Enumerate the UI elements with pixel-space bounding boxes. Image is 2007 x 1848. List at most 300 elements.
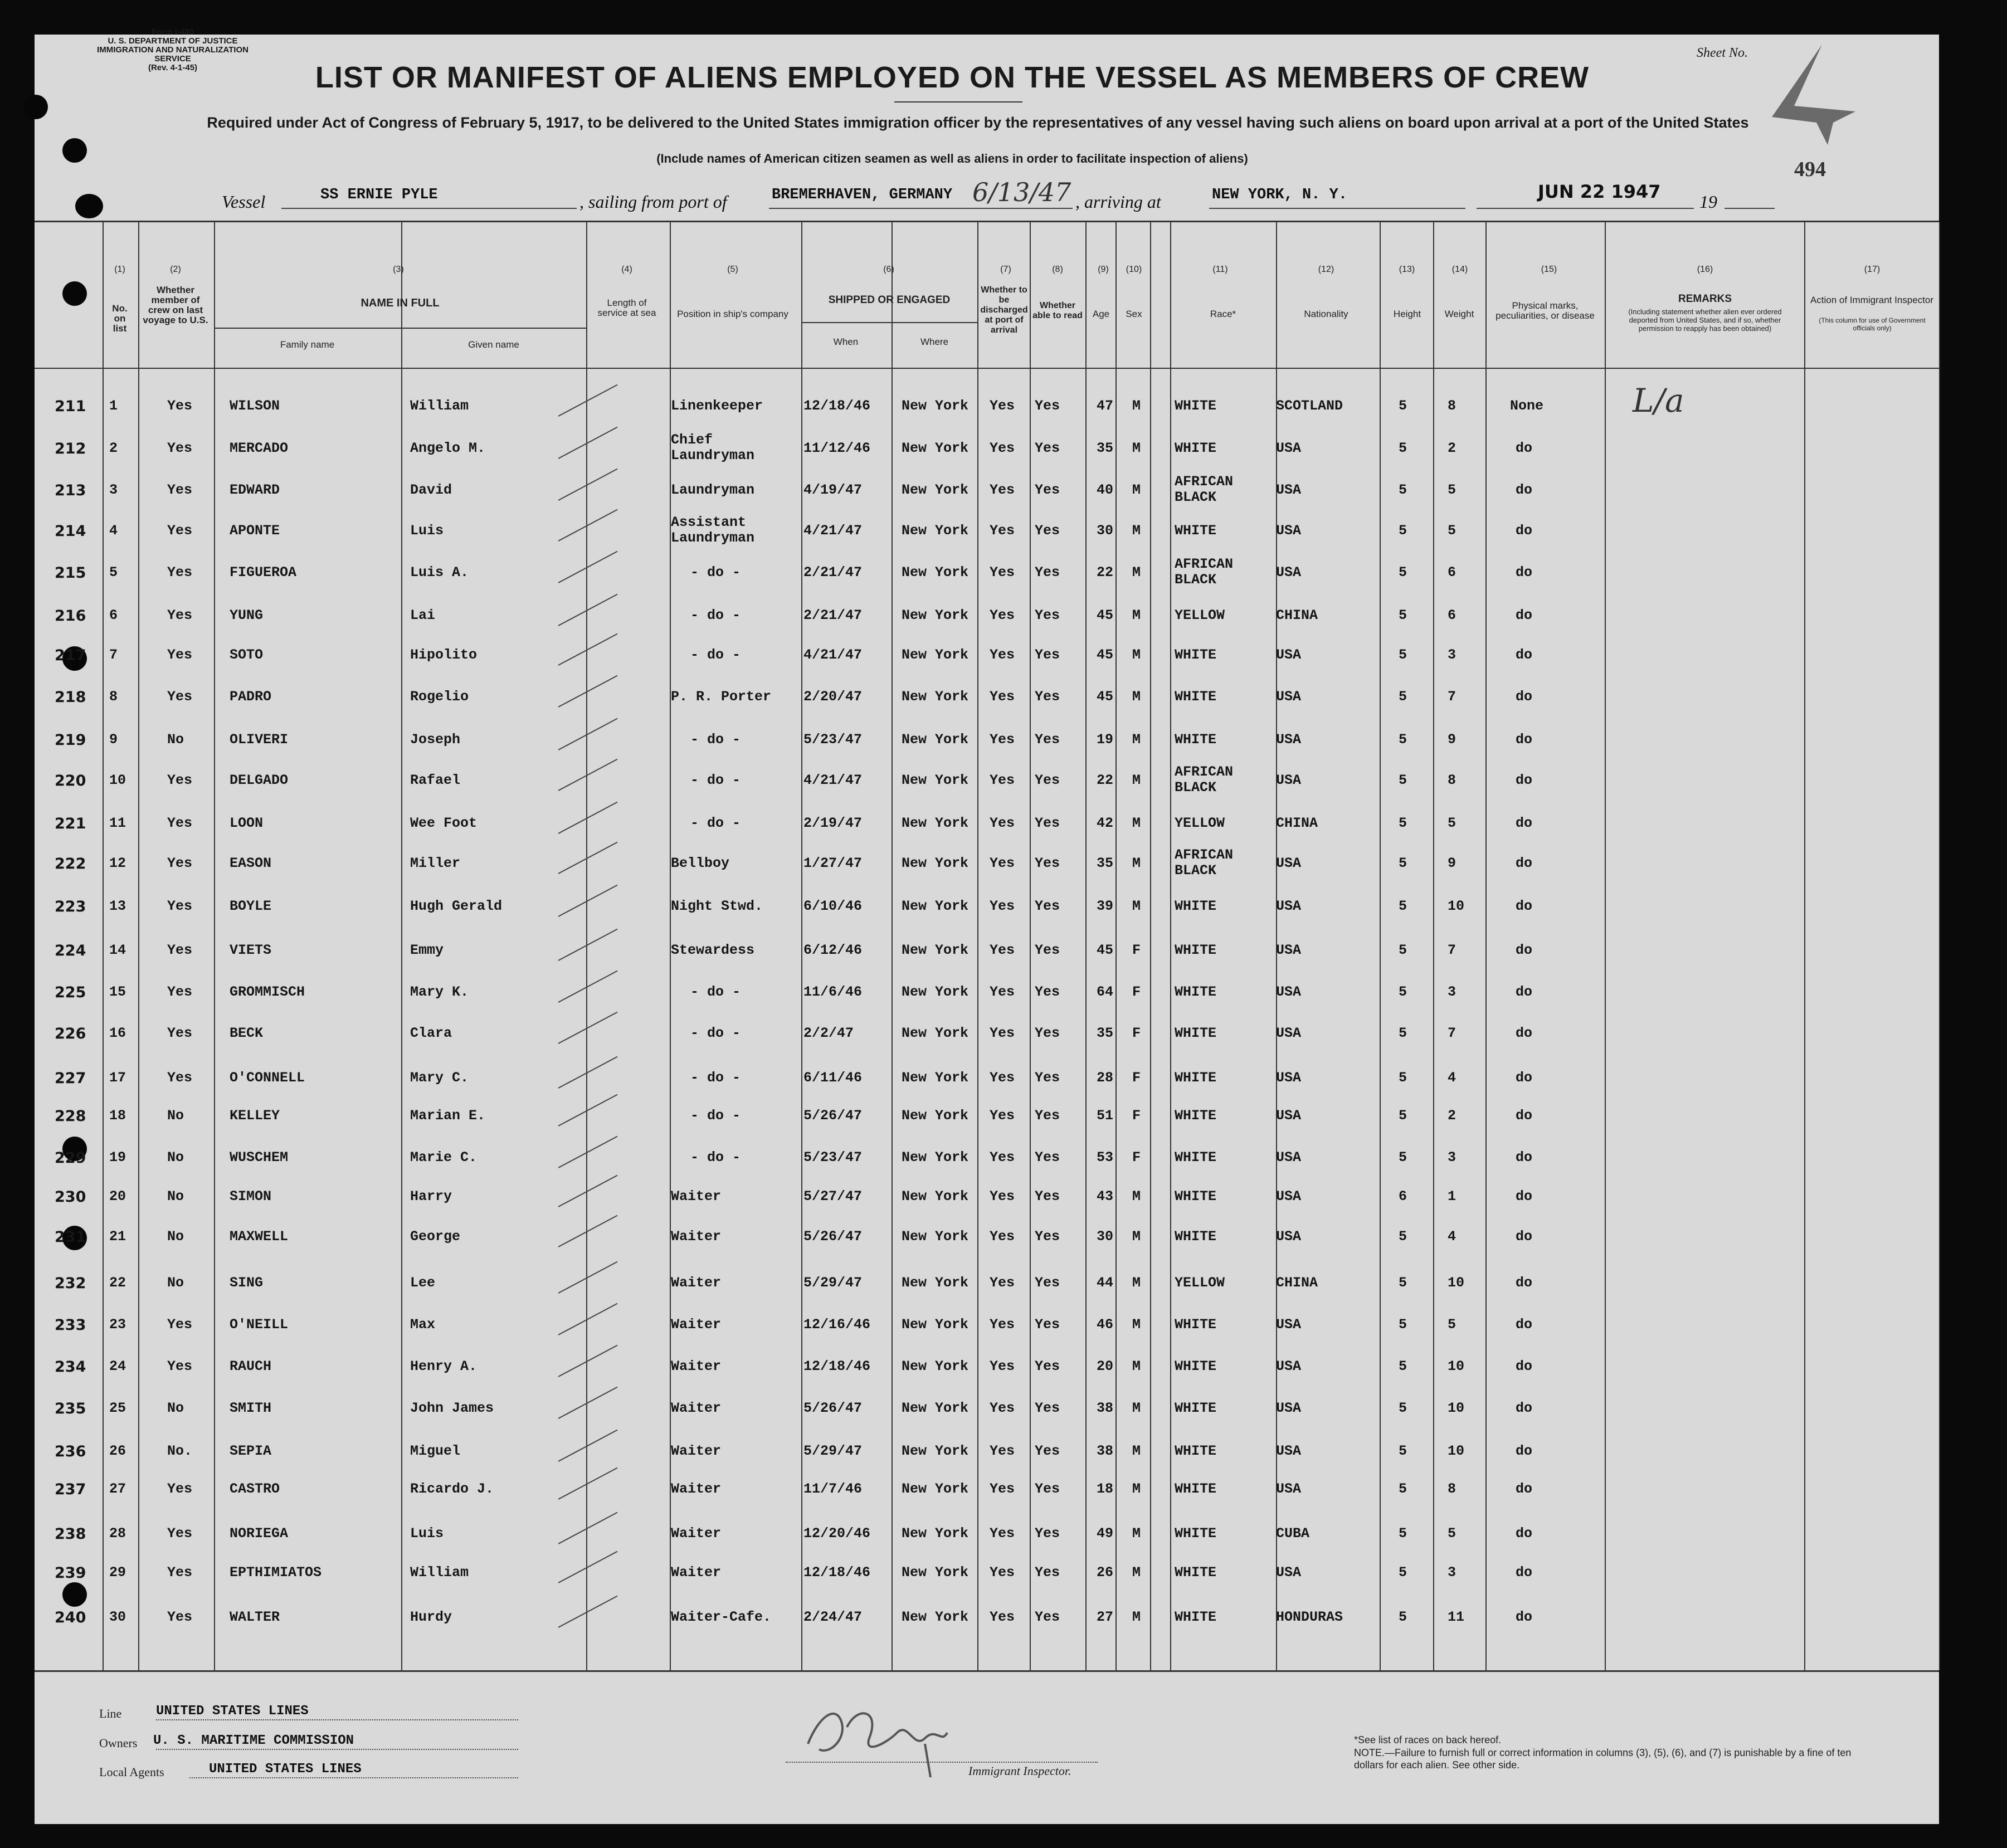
- cell-age: 38: [1097, 1443, 1114, 1459]
- cell-where: New York: [902, 689, 969, 705]
- cell-nat: USA: [1276, 1070, 1302, 1086]
- cell-where: New York: [902, 855, 969, 871]
- cell-read: Yes: [1035, 647, 1060, 663]
- cell-crew: Yes: [167, 772, 193, 788]
- cell-race: WHITE: [1175, 1481, 1217, 1497]
- vessel-name: SS ERNIE PYLE: [320, 187, 438, 203]
- cell-sex: F: [1132, 1070, 1141, 1086]
- cell-age: 28: [1097, 1070, 1114, 1086]
- line-value: UNITED STATES LINES: [156, 1704, 309, 1719]
- cell-wt: 3: [1448, 1149, 1456, 1166]
- port-from: BREMERHAVEN, GERMANY: [772, 187, 953, 203]
- cell-family: MAXWELL: [230, 1228, 289, 1245]
- cell-position: Night Stwd.: [671, 898, 763, 914]
- cell-crew: Yes: [167, 815, 193, 831]
- cell-disch: Yes: [990, 1400, 1015, 1416]
- table-row: [0, 1224, 2007, 1264]
- cell-when: 2/19/47: [803, 815, 863, 831]
- cell-where: New York: [902, 1358, 969, 1374]
- owners-dotted: [156, 1749, 518, 1750]
- table-row: [0, 1560, 2007, 1600]
- cell-wt: 5: [1448, 1316, 1456, 1333]
- cell-race: WHITE: [1175, 689, 1217, 705]
- col15-header: Physical marks, peculiarities, or disease: [1495, 300, 1595, 321]
- cell-disch: Yes: [990, 772, 1015, 788]
- col7-header: Whether to be discharged at port of arrival: [980, 285, 1028, 335]
- cell-position: - do -: [690, 815, 741, 831]
- agents-label: Local Agents: [99, 1765, 164, 1779]
- cell-family: O'CONNELL: [230, 1070, 305, 1086]
- cell-race: WHITE: [1175, 1316, 1217, 1333]
- cell-read: Yes: [1035, 523, 1060, 539]
- cell-ht: 5: [1399, 1481, 1407, 1497]
- cell-given: Miguel: [410, 1443, 461, 1459]
- col3-given-header: Given name: [468, 339, 519, 350]
- cell-crew: Yes: [167, 1609, 193, 1625]
- cell-where: New York: [902, 1025, 969, 1041]
- cell-marks: do: [1516, 1188, 1533, 1205]
- cell-disch: Yes: [990, 1108, 1015, 1124]
- cell-where: New York: [902, 1228, 969, 1245]
- col16-subheader: (Including statement whether alien ever ordered deported from United States, and if so, whether permission to reapply has been obtained): [1628, 308, 1782, 333]
- cell-ht: 5: [1399, 1228, 1407, 1245]
- table-row: [0, 1605, 2007, 1645]
- cell-nat: USA: [1276, 1316, 1302, 1333]
- cell-no: 30: [109, 1609, 126, 1625]
- cell-given: Lee: [410, 1275, 436, 1291]
- cell-when: 2/20/47: [803, 689, 863, 705]
- cell-read: Yes: [1035, 815, 1060, 831]
- cell-wt: 10: [1448, 1443, 1465, 1459]
- cell-position: Waiter-Cafe.: [671, 1609, 772, 1625]
- cell-marks: do: [1516, 1149, 1533, 1166]
- line-dotted: [156, 1719, 518, 1720]
- cell-disch: Yes: [990, 815, 1015, 831]
- cell-marks: do: [1516, 607, 1533, 623]
- cell-family: OLIVERI: [230, 732, 289, 748]
- cell-crew: Yes: [167, 482, 193, 498]
- cell-wt: 10: [1448, 1400, 1465, 1416]
- inspector-label: Immigrant Inspector.: [968, 1764, 1071, 1778]
- cell-age: 40: [1097, 482, 1114, 498]
- cell-position: Waiter: [671, 1228, 722, 1245]
- cell-no: 5: [109, 564, 118, 581]
- cell-ht: 5: [1399, 398, 1407, 414]
- punch-hole: [62, 281, 87, 306]
- cell-when: 6/10/46: [803, 898, 863, 914]
- table-row: [0, 642, 2007, 682]
- cell-crew: No.: [167, 1443, 193, 1459]
- cell-crew: Yes: [167, 1316, 193, 1333]
- cell-crew: Yes: [167, 1358, 193, 1374]
- cell-idx: 228: [55, 1108, 86, 1125]
- cell-given: John James: [410, 1400, 494, 1416]
- arriving-label: , arriving at: [1075, 192, 1161, 212]
- cell-no: 26: [109, 1443, 126, 1459]
- cell-read: Yes: [1035, 1025, 1060, 1041]
- cell-where: New York: [902, 942, 969, 958]
- cell-when: 5/23/47: [803, 732, 863, 748]
- cell-wt: 2: [1448, 440, 1456, 456]
- cell-disch: Yes: [990, 1025, 1015, 1041]
- cell-given: William: [410, 1564, 469, 1581]
- cell-sex: M: [1132, 1275, 1141, 1291]
- col17-subheader: (This column for use of Government officials only): [1819, 316, 1926, 332]
- table-row: [0, 1184, 2007, 1224]
- cell-ht: 5: [1399, 523, 1407, 539]
- cell-age: 35: [1097, 855, 1114, 871]
- cell-family: O'NEILL: [230, 1316, 289, 1333]
- cell-no: 3: [109, 482, 118, 498]
- col2-number: (2): [170, 265, 181, 274]
- cell-age: 53: [1097, 1149, 1114, 1166]
- department: U. S. DEPARTMENT OF JUSTICE: [108, 36, 238, 46]
- cell-crew: Yes: [167, 1564, 193, 1581]
- cell-sex: M: [1132, 815, 1141, 831]
- cell-race: WHITE: [1175, 1564, 1217, 1581]
- cell-sex: M: [1132, 1609, 1141, 1625]
- cell-no: 21: [109, 1228, 126, 1245]
- cell-idx: 240: [55, 1609, 86, 1626]
- cell-wt: 3: [1448, 647, 1456, 663]
- cell-race: WHITE: [1175, 1400, 1217, 1416]
- cell-position: Chief Laundryman: [671, 432, 755, 464]
- cell-read: Yes: [1035, 898, 1060, 914]
- cell-when: 6/12/46: [803, 942, 863, 958]
- cell-when: 5/27/47: [803, 1188, 863, 1205]
- penalty-note: NOTE.—Failure to furnish full or correct information in columns (3), (5), (6), and (7) is punishable by a fine of ten dollars for each alien. See other side.: [1354, 1747, 1852, 1771]
- cell-no: 4: [109, 523, 118, 539]
- cell-wt: 2: [1448, 1108, 1456, 1124]
- cell-wt: 3: [1448, 984, 1456, 1000]
- cell-nat: USA: [1276, 732, 1302, 748]
- cell-when: 5/29/47: [803, 1275, 863, 1291]
- cell-race: WHITE: [1175, 1443, 1217, 1459]
- cell-disch: Yes: [990, 1564, 1015, 1581]
- cell-when: 5/29/47: [803, 1443, 863, 1459]
- cell-sex: M: [1132, 523, 1141, 539]
- cell-crew: Yes: [167, 898, 193, 914]
- cell-when: 5/26/47: [803, 1228, 863, 1245]
- cell-crew: No: [167, 1400, 184, 1416]
- cell-wt: 9: [1448, 855, 1456, 871]
- cell-where: New York: [902, 564, 969, 581]
- cell-family: FIGUEROA: [230, 564, 297, 581]
- cell-read: Yes: [1035, 1481, 1060, 1497]
- cell-family: BOYLE: [230, 898, 272, 914]
- cell-position: - do -: [690, 607, 741, 623]
- cell-nat: USA: [1276, 1358, 1302, 1374]
- cell-idx: 219: [55, 732, 86, 749]
- table-row: [0, 393, 2007, 433]
- cell-age: 22: [1097, 564, 1114, 581]
- cell-idx: 231: [55, 1228, 86, 1246]
- cell-family: SING: [230, 1275, 264, 1291]
- cell-given: George: [410, 1228, 461, 1245]
- cell-wt: 5: [1448, 523, 1456, 539]
- cell-when: 5/26/47: [803, 1400, 863, 1416]
- table-row: [0, 1145, 2007, 1185]
- cell-marks: do: [1516, 1443, 1533, 1459]
- cell-idx: 237: [55, 1481, 86, 1498]
- cell-crew: Yes: [167, 647, 193, 663]
- col5-number: (5): [727, 265, 738, 274]
- cell-crew: Yes: [167, 855, 193, 871]
- cell-disch: Yes: [990, 689, 1015, 705]
- cell-crew: Yes: [167, 398, 193, 414]
- cell-crew: No: [167, 1275, 184, 1291]
- cell-no: 17: [109, 1070, 126, 1086]
- include-note: (Include names of American citizen seamen as well as aliens in order to facilitate inspection of aliens): [656, 152, 1248, 165]
- cell-nat: USA: [1276, 1188, 1302, 1205]
- cell-family: EPTHIMIATOS: [230, 1564, 322, 1581]
- cell-idx: 223: [55, 898, 86, 915]
- cell-ht: 5: [1399, 607, 1407, 623]
- cell-where: New York: [902, 1275, 969, 1291]
- col9-number: (9): [1098, 265, 1109, 274]
- cell-given: Mary C.: [410, 1070, 469, 1086]
- table-row: [0, 979, 2007, 1020]
- cell-idx: 216: [55, 607, 86, 625]
- cell-wt: 4: [1448, 1070, 1456, 1086]
- table-row: [0, 1065, 2007, 1105]
- cell-disch: Yes: [990, 732, 1015, 748]
- col16-number: (16): [1697, 265, 1713, 274]
- cell-given: Clara: [410, 1025, 452, 1041]
- cell-given: Ricardo J.: [410, 1481, 494, 1497]
- table-row: [0, 894, 2007, 934]
- col2-header: Whether member of crew on last voyage to U.S.: [143, 285, 208, 325]
- cell-race: AFRICAN BLACK: [1175, 556, 1234, 588]
- cell-wt: 10: [1448, 898, 1465, 914]
- cell-read: Yes: [1035, 689, 1060, 705]
- col4-number: (4): [621, 265, 632, 274]
- cell-nat: USA: [1276, 1564, 1302, 1581]
- cell-wt: 8: [1448, 1481, 1456, 1497]
- cell-marks: do: [1516, 647, 1533, 663]
- cell-read: Yes: [1035, 1525, 1060, 1542]
- cell-given: William: [410, 398, 469, 414]
- cell-disch: Yes: [990, 1609, 1015, 1625]
- cell-read: Yes: [1035, 1149, 1060, 1166]
- cell-when: 2/21/47: [803, 564, 863, 581]
- table-row: [0, 684, 2007, 724]
- table-row: [0, 727, 2007, 767]
- cell-race: WHITE: [1175, 1149, 1217, 1166]
- cell-wt: 10: [1448, 1358, 1465, 1374]
- cell-wt: 9: [1448, 732, 1456, 748]
- arrival-date-stamp: JUN 22 1947: [1538, 181, 1661, 202]
- cell-race: YELLOW: [1175, 607, 1225, 623]
- cell-crew: Yes: [167, 607, 193, 623]
- cell-age: 38: [1097, 1400, 1114, 1416]
- table-row: [0, 847, 2007, 891]
- cell-wt: 5: [1448, 482, 1456, 498]
- cell-crew: No: [167, 732, 184, 748]
- cell-position: Waiter: [671, 1358, 722, 1374]
- cell-read: Yes: [1035, 1228, 1060, 1245]
- cell-read: Yes: [1035, 1358, 1060, 1374]
- cell-ht: 5: [1399, 1609, 1407, 1625]
- cell-no: 16: [109, 1025, 126, 1041]
- cell-no: 27: [109, 1481, 126, 1497]
- agents-dotted: [189, 1777, 518, 1778]
- cell-no: 12: [109, 855, 126, 871]
- cell-position: Waiter: [671, 1400, 722, 1416]
- cell-no: 13: [109, 898, 126, 914]
- cell-crew: Yes: [167, 942, 193, 958]
- port-to-underline: [1209, 208, 1465, 209]
- col6-header: SHIPPED OR ENGAGED: [828, 294, 951, 306]
- race-note: *See list of races on back hereof.: [1354, 1734, 1502, 1745]
- cell-nat: USA: [1276, 647, 1302, 663]
- cell-when: 11/6/46: [803, 984, 863, 1000]
- cell-race: WHITE: [1175, 1609, 1217, 1625]
- cell-read: Yes: [1035, 732, 1060, 748]
- cell-read: Yes: [1035, 984, 1060, 1000]
- cell-nat: USA: [1276, 689, 1302, 705]
- cell-idx: 211: [55, 398, 86, 415]
- cell-given: Harry: [410, 1188, 452, 1205]
- cell-ht: 5: [1399, 1316, 1407, 1333]
- cell-where: New York: [902, 1525, 969, 1542]
- cell-given: Miller: [410, 855, 461, 871]
- cell-position: Bellboy: [671, 855, 730, 871]
- sailing-label: , sailing from port of: [579, 192, 727, 212]
- cell-sex: M: [1132, 482, 1141, 498]
- table-row: [0, 474, 2007, 518]
- punch-hole: [23, 95, 48, 119]
- cell-family: LOON: [230, 815, 264, 831]
- cell-race: WHITE: [1175, 523, 1217, 539]
- cell-age: 42: [1097, 815, 1114, 831]
- cell-read: Yes: [1035, 942, 1060, 958]
- cell-wt: 11: [1448, 1609, 1465, 1625]
- cell-idx: 220: [55, 772, 86, 789]
- cell-marks: do: [1516, 984, 1533, 1000]
- cell-read: Yes: [1035, 564, 1060, 581]
- date-underline: [1477, 208, 1694, 209]
- cell-position: - do -: [690, 1149, 741, 1166]
- col12-number: (12): [1318, 265, 1334, 274]
- table-bottom-rule: [35, 1670, 1939, 1672]
- cell-marks: None: [1510, 398, 1544, 414]
- cell-sex: M: [1132, 1564, 1141, 1581]
- cell-disch: Yes: [990, 942, 1015, 958]
- cell-nat: USA: [1276, 855, 1302, 871]
- cell-read: Yes: [1035, 1609, 1060, 1625]
- cell-race: WHITE: [1175, 984, 1217, 1000]
- cell-race: WHITE: [1175, 898, 1217, 914]
- cell-nat: CHINA: [1276, 607, 1318, 623]
- cell-race: AFRICAN BLACK: [1175, 764, 1234, 796]
- cell-nat: USA: [1276, 440, 1302, 456]
- cell-race: WHITE: [1175, 732, 1217, 748]
- cell-marks: do: [1516, 815, 1533, 831]
- inspector-signature: [797, 1683, 964, 1788]
- cell-disch: Yes: [990, 1525, 1015, 1542]
- cell-family: KELLEY: [230, 1108, 280, 1124]
- cell-race: AFRICAN BLACK: [1175, 474, 1234, 505]
- cell-when: 6/11/46: [803, 1070, 863, 1086]
- cell-wt: 5: [1448, 1525, 1456, 1542]
- cell-ht: 5: [1399, 1525, 1407, 1542]
- cell-family: WILSON: [230, 398, 280, 414]
- col10-header: Sex: [1126, 309, 1142, 319]
- cell-ht: 5: [1399, 898, 1407, 914]
- cell-when: 2/24/47: [803, 1609, 863, 1625]
- cell-family: DELGADO: [230, 772, 289, 788]
- cell-crew: No: [167, 1228, 184, 1245]
- cell-nat: USA: [1276, 482, 1302, 498]
- cell-read: Yes: [1035, 398, 1060, 414]
- service: IMMIGRATION AND NATURALIZATION SERVICE: [97, 45, 249, 64]
- cell-sex: F: [1132, 942, 1141, 958]
- cell-read: Yes: [1035, 482, 1060, 498]
- cell-position: Waiter: [671, 1525, 722, 1542]
- cell-ht: 5: [1399, 1400, 1407, 1416]
- cell-no: 18: [109, 1108, 126, 1124]
- col6-when-header: When: [833, 337, 859, 347]
- cell-position: Stewardess: [671, 942, 755, 958]
- cell-no: 25: [109, 1400, 126, 1416]
- cell-crew: Yes: [167, 1481, 193, 1497]
- cell-nat: USA: [1276, 1400, 1302, 1416]
- cell-marks: do: [1516, 772, 1533, 788]
- cell-disch: Yes: [990, 984, 1015, 1000]
- cell-crew: No: [167, 1149, 184, 1166]
- cell-race: YELLOW: [1175, 1275, 1225, 1291]
- cell-read: Yes: [1035, 1188, 1060, 1205]
- cell-race: WHITE: [1175, 1228, 1217, 1245]
- cell-ht: 5: [1399, 1149, 1407, 1166]
- cell-marks: do: [1516, 1025, 1533, 1041]
- revision: (Rev. 4-1-45): [148, 63, 198, 72]
- cell-sex: M: [1132, 564, 1141, 581]
- sheet-number-label: Sheet No.: [1697, 46, 1748, 60]
- cell-family: SOTO: [230, 647, 264, 663]
- cell-nat: USA: [1276, 1149, 1302, 1166]
- cell-race: WHITE: [1175, 647, 1217, 663]
- cell-position: - do -: [690, 564, 741, 581]
- cell-race: YELLOW: [1175, 815, 1225, 831]
- cell-sex: M: [1132, 1228, 1141, 1245]
- col1-header: No. on list: [112, 303, 128, 334]
- cell-disch: Yes: [990, 647, 1015, 663]
- cell-given: Hurdy: [410, 1609, 452, 1625]
- cell-sex: M: [1132, 1481, 1141, 1497]
- cell-when: 2/2/47: [803, 1025, 854, 1041]
- cell-wt: 10: [1448, 1275, 1465, 1291]
- cell-age: 39: [1097, 898, 1114, 914]
- requirement-text: Required under Act of Congress of February 5, 1917, to be delivered to the United States immigration officer by the representatives of any vessel having such aliens on board upon arrival at a port of the United States: [207, 114, 1749, 131]
- cell-family: APONTE: [230, 523, 280, 539]
- cell-ht: 5: [1399, 440, 1407, 456]
- cell-no: 22: [109, 1275, 126, 1291]
- cell-sex: M: [1132, 898, 1141, 914]
- cell-ht: 5: [1399, 1443, 1407, 1459]
- cell-ht: 5: [1399, 815, 1407, 831]
- cell-age: 35: [1097, 1025, 1114, 1041]
- cell-marks: do: [1516, 732, 1533, 748]
- cell-position: - do -: [690, 1108, 741, 1124]
- port-to: NEW YORK, N. Y.: [1212, 187, 1348, 203]
- owners-value: U. S. MARITIME COMMISSION: [153, 1733, 354, 1748]
- cell-given: Emmy: [410, 942, 444, 958]
- cell-nat: USA: [1276, 942, 1302, 958]
- cell-position: P. R. Porter: [671, 689, 772, 705]
- cell-idx: 213: [55, 482, 86, 499]
